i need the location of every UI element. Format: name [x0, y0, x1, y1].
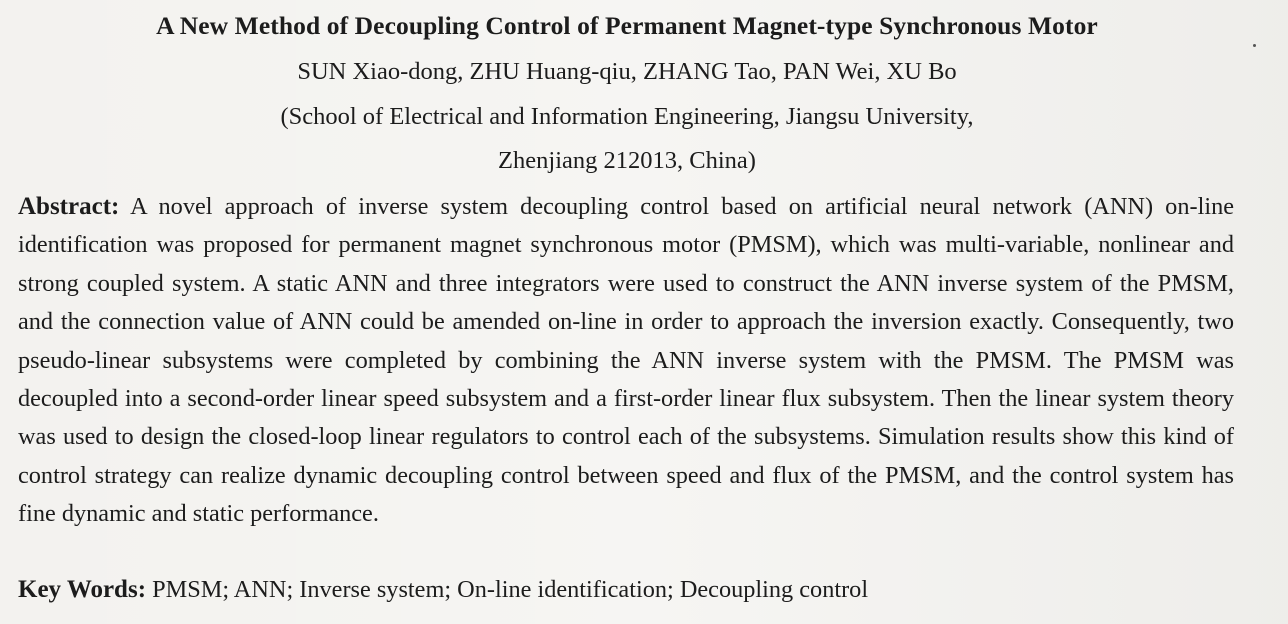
- abstract-text: A novel approach of inverse system decoupling control based on artificial neural network (ANN) on-line identification was proposed for permanent magnet synchronous motor (PMSM), which was multi-variable, nonlinear and strong coupled system. A static ANN and three integrators were used to construct the ANN inverse system of the PMSM, and the connection value of ANN could be amended on-line in order to approach the inversion exactly. Consequently, two pseudo-linear subsystems were completed by combining the ANN inverse system with the PMSM. The PMSM was decoupled into a second-order linear speed subsystem and a first-order linear flux subsystem. Then the linear system theory was used to design the closed-loop linear regulators to control each of the subsystems. Simulation results show this kind of control strategy can realize dynamic decoupling control between speed and flux of the PMSM, and the control system has fine dynamic and static performance.: [18, 193, 1235, 528]
- abstract-section: [18, 188, 1234, 534]
- scan-speck: [1253, 44, 1256, 47]
- keywords-section: [18, 572, 1234, 608]
- keywords-label: Key Words:: [18, 576, 147, 603]
- abstract-label: Abstract:: [18, 193, 120, 220]
- paper-title: A New Method of Decoupling Control of Permanent Magnet-type Synchronous Motor: [156, 11, 1098, 40]
- author-list: SUN Xiao-dong, ZHU Huang-qiu, ZHANG Tao, PAN Wei, XU Bo: [297, 58, 957, 85]
- keywords-text: PMSM; ANN; Inverse system; On-line identification; Decoupling control: [152, 576, 869, 603]
- affiliation-line-2: Zhenjiang 212013, China): [498, 147, 756, 174]
- affiliation-line-1: (School of Electrical and Information Engineering, Jiangsu University,: [280, 103, 974, 130]
